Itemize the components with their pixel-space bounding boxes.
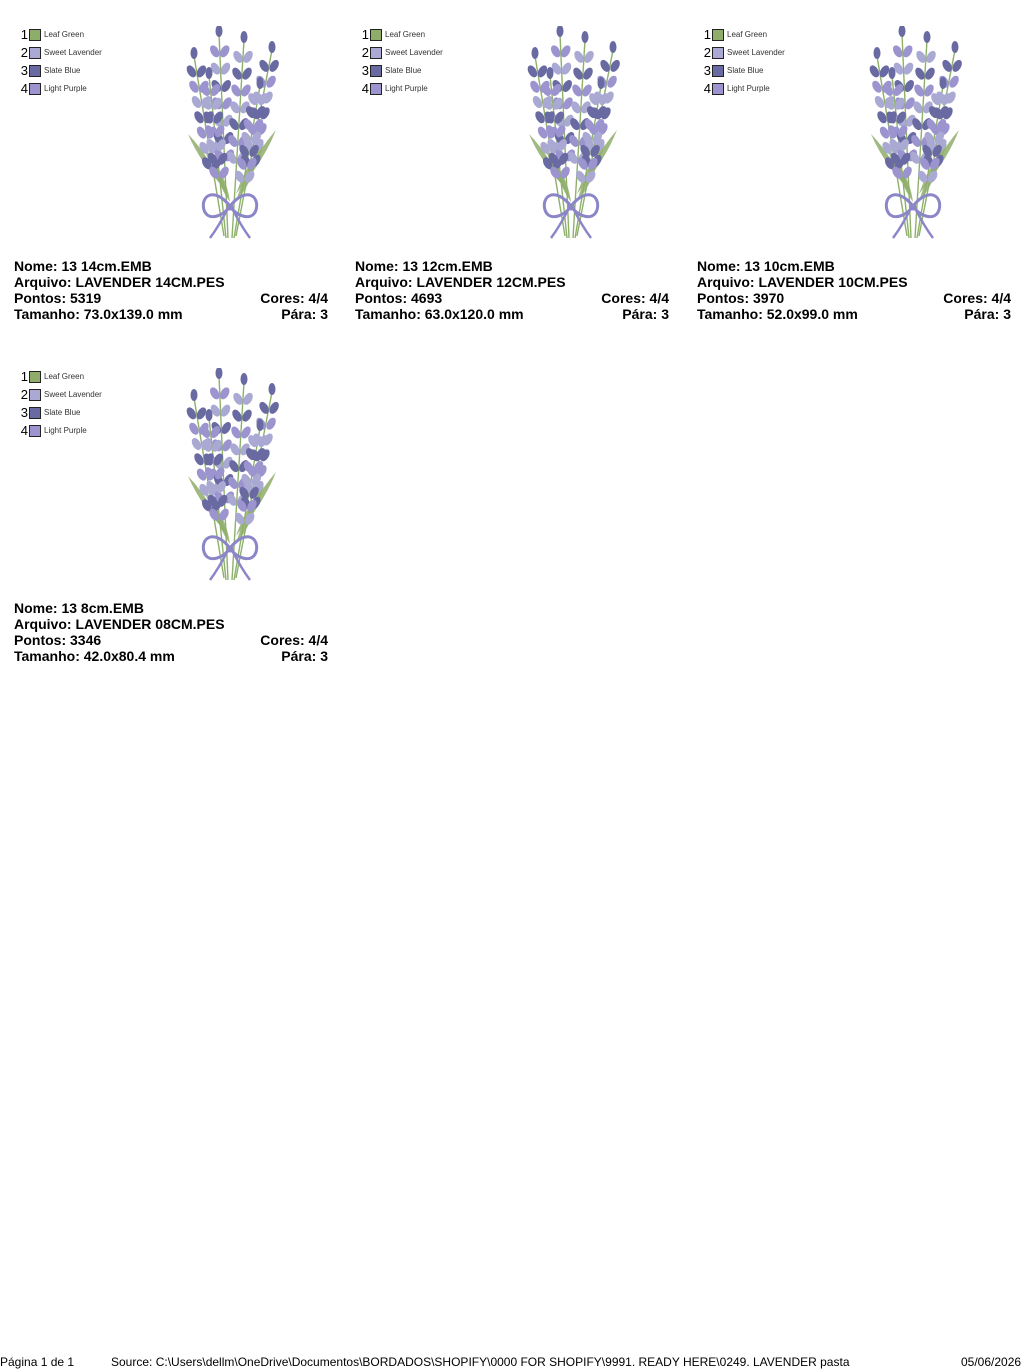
legend-color-name: Light Purple (385, 84, 428, 93)
design-card-3 (697, 0, 1013, 330)
stop-count: Pára: 3 (281, 306, 328, 322)
design-card-1 (14, 0, 330, 330)
lavender-bud (874, 47, 881, 59)
legend-number: 3 (703, 63, 711, 78)
legend-color-name: Light Purple (44, 426, 87, 435)
design-file: Arquivo: LAVENDER 08CM.PES (14, 616, 225, 632)
design-name: Nome: 13 10cm.EMB (697, 258, 835, 274)
color-legend (361, 26, 443, 98)
legend-color-name: Slate Blue (727, 66, 764, 75)
legend-color-name: Light Purple (44, 84, 87, 93)
legend-item (361, 44, 443, 62)
legend-color-name: Sweet Lavender (44, 390, 102, 399)
design-info (355, 258, 669, 322)
lavender-bud (532, 47, 539, 59)
lavender-bud (582, 31, 589, 43)
page-number: Página 1 de 1 (0, 1355, 75, 1369)
ribbon-knot (227, 204, 234, 211)
lavender-embroidery-preview (847, 26, 979, 252)
ribbon-knot (227, 546, 234, 553)
lavender-bud (940, 77, 947, 89)
legend-item (20, 62, 102, 80)
legend-number: 1 (20, 369, 28, 384)
lavender-bud (257, 77, 264, 89)
lavender-bud (216, 26, 223, 37)
color-swatch (29, 47, 41, 59)
lavender-bud (216, 368, 223, 379)
design-name: Nome: 13 14cm.EMB (14, 258, 152, 274)
legend-color-name: Slate Blue (44, 66, 81, 75)
color-swatch (712, 29, 724, 41)
stitch-count: Pontos: 3970 (697, 290, 785, 306)
color-swatch (370, 29, 382, 41)
stop-count: Pára: 3 (964, 306, 1011, 322)
color-swatch (712, 65, 724, 77)
color-legend (20, 26, 102, 98)
legend-item (20, 422, 102, 440)
lavender-bud (547, 67, 554, 79)
lavender-embroidery-preview (164, 368, 296, 594)
color-swatch (29, 83, 41, 95)
lavender-bud (598, 77, 605, 89)
lavender-embroidery-preview (505, 26, 637, 252)
legend-color-name: Leaf Green (385, 30, 426, 39)
lavender-bud (952, 41, 959, 53)
legend-number: 1 (20, 27, 28, 42)
lavender-bud (241, 373, 248, 385)
legend-color-name: Sweet Lavender (44, 48, 102, 57)
lavender-bud (899, 26, 906, 37)
design-size: Tamanho: 42.0x80.4 mm (14, 648, 175, 664)
lavender-bud (191, 47, 198, 59)
design-name: Nome: 13 12cm.EMB (355, 258, 493, 274)
color-swatch (29, 65, 41, 77)
design-info (14, 258, 328, 322)
legend-color-name: Leaf Green (44, 30, 85, 39)
color-count: Cores: 4/4 (601, 290, 669, 306)
stitch-count: Pontos: 5319 (14, 290, 102, 306)
design-info (697, 258, 1011, 322)
legend-item (361, 26, 443, 44)
legend-item (703, 62, 785, 80)
legend-number: 2 (20, 45, 28, 60)
stop-count: Pára: 3 (281, 648, 328, 664)
legend-item (20, 404, 102, 422)
legend-number: 4 (20, 81, 28, 96)
legend-number: 1 (703, 27, 711, 42)
color-count: Cores: 4/4 (943, 290, 1011, 306)
color-swatch (370, 47, 382, 59)
legend-item (703, 44, 785, 62)
legend-number: 2 (703, 45, 711, 60)
color-swatch (370, 65, 382, 77)
ribbon-knot (910, 204, 917, 211)
stop-count: Pára: 3 (622, 306, 669, 322)
design-name: Nome: 13 8cm.EMB (14, 600, 144, 616)
lavender-bud (191, 389, 198, 401)
legend-item (361, 80, 443, 98)
legend-color-name: Slate Blue (44, 408, 81, 417)
legend-number: 3 (361, 63, 369, 78)
legend-item (20, 44, 102, 62)
color-legend (703, 26, 785, 98)
legend-item (20, 386, 102, 404)
legend-item (703, 26, 785, 44)
lavender-bud (241, 31, 248, 43)
color-swatch (29, 29, 41, 41)
color-count: Cores: 4/4 (260, 290, 328, 306)
lavender-bud (610, 41, 617, 53)
lavender-bud (924, 31, 931, 43)
legend-number: 2 (20, 387, 28, 402)
design-size: Tamanho: 63.0x120.0 mm (355, 306, 524, 322)
design-card-4 (14, 342, 330, 672)
stitch-count: Pontos: 4693 (355, 290, 443, 306)
print-date: 05/06/2026 (961, 1355, 1022, 1369)
legend-color-name: Leaf Green (44, 372, 85, 381)
lavender-bud (206, 409, 213, 421)
legend-item (20, 26, 102, 44)
legend-item (361, 62, 443, 80)
lavender-bud (269, 383, 276, 395)
color-swatch (29, 371, 41, 383)
legend-item (20, 80, 102, 98)
lavender-bud (889, 67, 896, 79)
legend-color-name: Light Purple (727, 84, 770, 93)
legend-number: 4 (361, 81, 369, 96)
color-swatch (370, 83, 382, 95)
color-swatch (29, 407, 41, 419)
legend-color-name: Sweet Lavender (727, 48, 785, 57)
color-swatch (712, 83, 724, 95)
color-swatch (712, 47, 724, 59)
lavender-bud (269, 41, 276, 53)
legend-color-name: Sweet Lavender (385, 48, 443, 57)
source-path: Source: C:\Users\dellm\OneDrive\Documentos\BORDADOS\SHOPIFY\0000 FOR SHOPIFY\9991. READY HERE\0249. LAVENDER pasta (111, 1355, 850, 1369)
ribbon-knot (568, 204, 575, 211)
color-swatch (29, 389, 41, 401)
color-count: Cores: 4/4 (260, 632, 328, 648)
color-legend (20, 368, 102, 440)
legend-number: 4 (20, 423, 28, 438)
lavender-bud (557, 26, 564, 37)
legend-number: 1 (361, 27, 369, 42)
legend-item (703, 80, 785, 98)
design-info (14, 600, 328, 664)
legend-item (20, 368, 102, 386)
page-footer (0, 1354, 1024, 1370)
design-file: Arquivo: LAVENDER 12CM.PES (355, 274, 566, 290)
stitch-count: Pontos: 3346 (14, 632, 102, 648)
legend-number: 3 (20, 405, 28, 420)
legend-number: 2 (361, 45, 369, 60)
design-size: Tamanho: 52.0x99.0 mm (697, 306, 858, 322)
design-card-2 (355, 0, 671, 330)
lavender-bud (257, 419, 264, 431)
legend-number: 4 (703, 81, 711, 96)
color-swatch (29, 425, 41, 437)
legend-color-name: Leaf Green (727, 30, 768, 39)
design-file: Arquivo: LAVENDER 10CM.PES (697, 274, 908, 290)
design-size: Tamanho: 73.0x139.0 mm (14, 306, 183, 322)
lavender-embroidery-preview (164, 26, 296, 252)
legend-number: 3 (20, 63, 28, 78)
legend-color-name: Slate Blue (385, 66, 422, 75)
design-file: Arquivo: LAVENDER 14CM.PES (14, 274, 225, 290)
lavender-bud (206, 67, 213, 79)
